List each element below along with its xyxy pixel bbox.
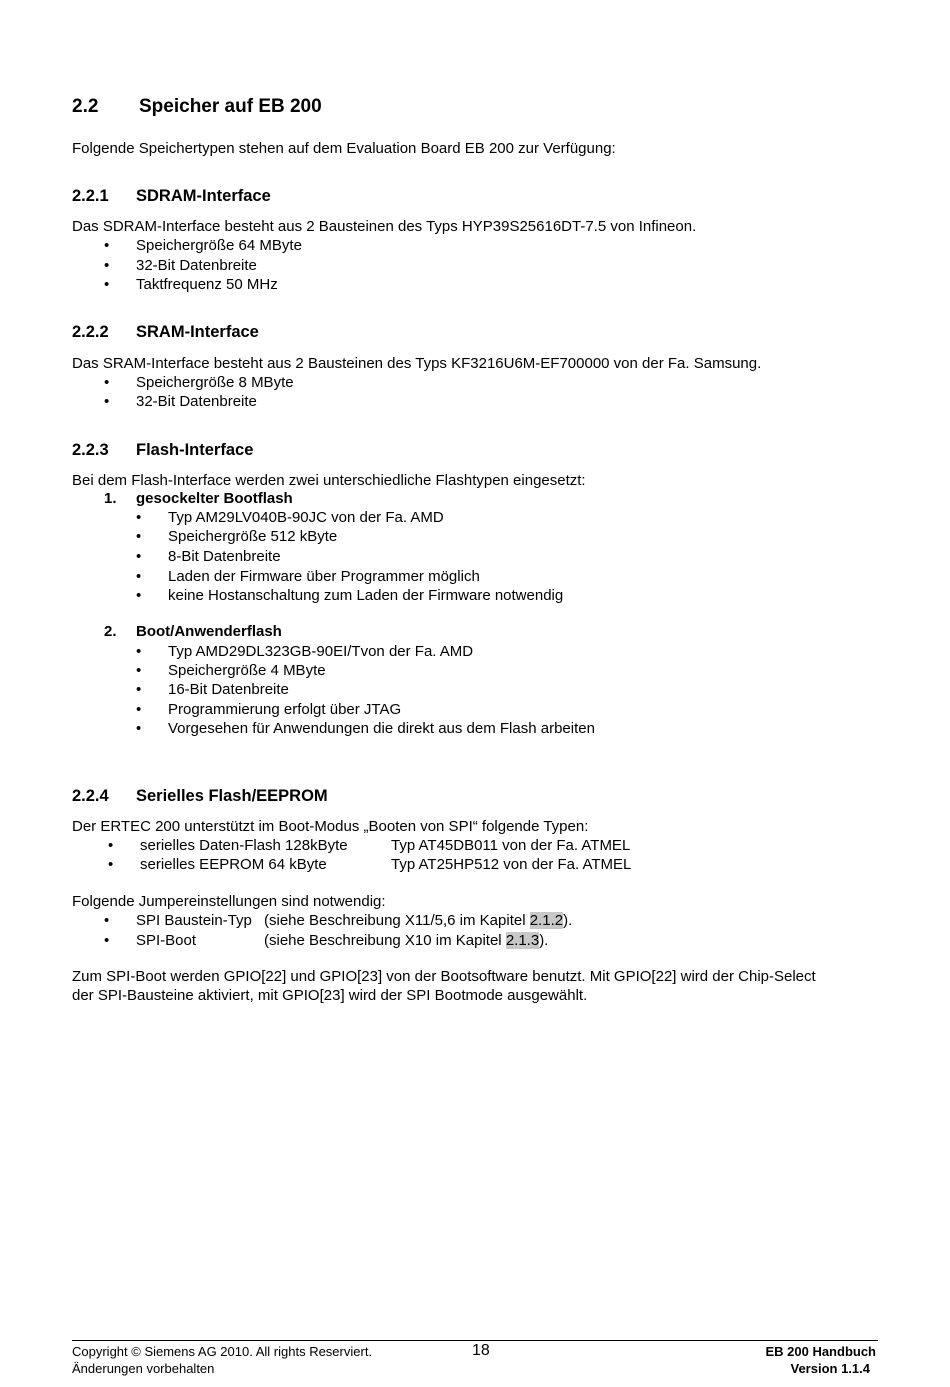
jumper-desc-end: ). bbox=[539, 932, 549, 949]
numbered-marker: 2. bbox=[104, 623, 117, 640]
chapter-reference-link[interactable]: 2.1.2 bbox=[529, 912, 564, 929]
jumper-desc-end: ). bbox=[563, 912, 573, 929]
type-value: Typ AT25HP512 von der Fa. ATMEL bbox=[391, 856, 632, 873]
subsection-number: 2.2.2 bbox=[72, 323, 109, 341]
subsection-title: SRAM-Interface bbox=[136, 323, 259, 341]
list-item: Typ AMD29DL323GB-90EI/Tvon der Fa. AMD bbox=[168, 643, 474, 660]
bullet-marker: • bbox=[104, 237, 110, 254]
footer-divider bbox=[72, 1340, 878, 1341]
footer-changes: Änderungen vorbehalten bbox=[72, 1361, 215, 1376]
bullet-marker: • bbox=[104, 912, 110, 929]
chapter-reference-link[interactable]: 2.1.3 bbox=[505, 932, 540, 949]
bullet-marker: • bbox=[136, 528, 142, 545]
paragraph: Bei dem Flash-Interface werden zwei unterschiedliche Flashtypen eingesetzt: bbox=[72, 472, 586, 489]
bullet-marker: • bbox=[136, 720, 142, 737]
numbered-title: gesockelter Bootflash bbox=[136, 490, 293, 507]
jumper-desc-text: (siehe Beschreibung X10 im Kapitel bbox=[264, 932, 506, 949]
paragraph: Das SRAM-Interface besteht aus 2 Bausteinen des Typs KF3216U6M-EF700000 von der Fa. Samsung. bbox=[72, 355, 762, 372]
footer-copyright: Copyright © Siemens AG 2010. All rights Reserviert. bbox=[72, 1344, 373, 1359]
paragraph: Der ERTEC 200 unterstützt im Boot-Modus „Booten von SPI“ folgende Typen: bbox=[72, 818, 589, 835]
footer-version: Version 1.1.4 bbox=[790, 1361, 870, 1376]
section-title: Speicher auf EB 200 bbox=[139, 96, 322, 117]
bullet-marker: • bbox=[136, 509, 142, 526]
bullet-marker: • bbox=[136, 662, 142, 679]
section-number: 2.2 bbox=[72, 96, 99, 117]
paragraph: Das SDRAM-Interface besteht aus 2 Bausteinen des Typs HYP39S25616DT-7.5 von Infineon. bbox=[72, 218, 697, 235]
jumper-desc-text: (siehe Beschreibung X11/5,6 im Kapitel bbox=[264, 912, 530, 929]
bullet-marker: • bbox=[108, 856, 114, 873]
list-item: Programmierung erfolgt über JTAG bbox=[168, 701, 402, 718]
list-item: Speichergröße 64 MByte bbox=[136, 237, 302, 254]
subsection-number: 2.2.1 bbox=[72, 187, 109, 205]
page-number: 18 bbox=[472, 1342, 490, 1359]
jumper-name: SPI-Boot bbox=[136, 932, 197, 949]
list-item: keine Hostanschaltung zum Laden der Firmware notwendig bbox=[168, 587, 564, 604]
subsection-title: Serielles Flash/EEPROM bbox=[136, 787, 328, 805]
bullet-marker: • bbox=[104, 393, 110, 410]
bullet-marker: • bbox=[136, 548, 142, 565]
bullet-marker: • bbox=[136, 681, 142, 698]
list-item: Speichergröße 512 kByte bbox=[168, 528, 338, 545]
footer-doc-title: EB 200 Handbuch bbox=[765, 1344, 876, 1359]
bullet-marker: • bbox=[136, 587, 142, 604]
bullet-marker: • bbox=[136, 643, 142, 660]
bullet-marker: • bbox=[104, 257, 110, 274]
paragraph: Folgende Jumpereinstellungen sind notwendig: bbox=[72, 893, 386, 910]
section-intro: Folgende Speichertypen stehen auf dem Evaluation Board EB 200 zur Verfügung: bbox=[72, 140, 616, 157]
list-item: 8-Bit Datenbreite bbox=[168, 548, 281, 565]
list-item: Vorgesehen für Anwendungen die direkt aus dem Flash arbeiten bbox=[168, 720, 595, 737]
jumper-description bbox=[264, 911, 572, 931]
type-name: serielles Daten-Flash 128kByte bbox=[140, 837, 348, 854]
subsection-title: Flash-Interface bbox=[136, 441, 254, 459]
jumper-name: SPI Baustein-Typ bbox=[136, 912, 252, 929]
type-value: Typ AT45DB011 von der Fa. ATMEL bbox=[391, 837, 631, 854]
subsection-title: SDRAM-Interface bbox=[136, 187, 271, 205]
paragraph: der SPI-Bausteine aktiviert, mit GPIO[23] wird der SPI Bootmode ausgewählt. bbox=[72, 987, 588, 1004]
bullet-marker: • bbox=[104, 276, 110, 293]
list-item: Speichergröße 4 MByte bbox=[168, 662, 326, 679]
list-item: Speichergröße 8 MByte bbox=[136, 374, 294, 391]
bullet-marker: • bbox=[104, 932, 110, 949]
subsection-number: 2.2.3 bbox=[72, 441, 109, 459]
list-item: Laden der Firmware über Programmer möglich bbox=[168, 568, 480, 585]
paragraph: Zum SPI-Boot werden GPIO[22] und GPIO[23] von der Bootsoftware benutzt. Mit GPIO[22] wird der Chip-Select bbox=[72, 968, 816, 985]
bullet-marker: • bbox=[136, 568, 142, 585]
list-item: Typ AM29LV040B-90JC von der Fa. AMD bbox=[168, 509, 444, 526]
list-item: 16-Bit Datenbreite bbox=[168, 681, 289, 698]
list-item: 32-Bit Datenbreite bbox=[136, 257, 257, 274]
type-name: serielles EEPROM 64 kByte bbox=[140, 856, 327, 873]
numbered-marker: 1. bbox=[104, 490, 117, 507]
bullet-marker: • bbox=[136, 701, 142, 718]
jumper-description bbox=[264, 931, 548, 951]
list-item: Taktfrequenz 50 MHz bbox=[136, 276, 278, 293]
numbered-title: Boot/Anwenderflash bbox=[136, 623, 282, 640]
subsection-number: 2.2.4 bbox=[72, 787, 109, 805]
list-item: 32-Bit Datenbreite bbox=[136, 393, 257, 410]
bullet-marker: • bbox=[104, 374, 110, 391]
bullet-marker: • bbox=[108, 837, 114, 854]
